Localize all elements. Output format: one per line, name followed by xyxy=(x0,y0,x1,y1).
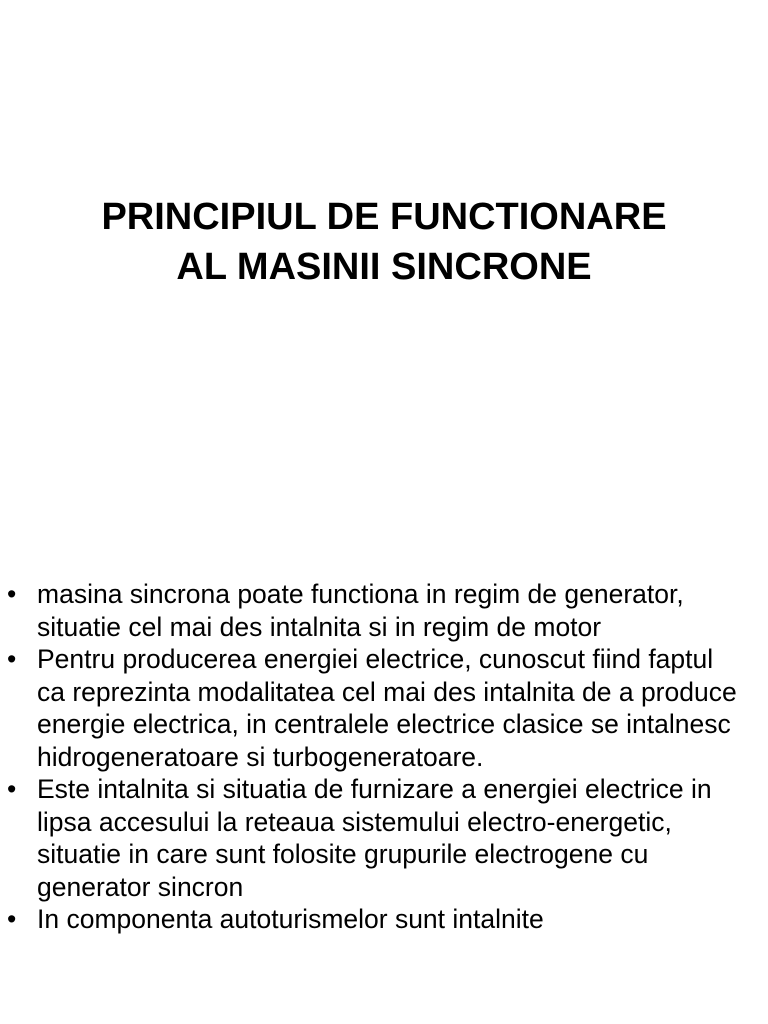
bullet-item xyxy=(0,643,768,773)
bullet-text: Este intalnita si situatia de furnizare a energiei electrice in lipsa accesului la reteaua sistemului electro-energetic, situatie in care sunt folosite grupurile electrogene cu generator sincron xyxy=(37,774,712,902)
bullet-text: masina sincrona poate functiona in regim de generator, situatie cel mai des intalnita si in regim de motor xyxy=(37,579,684,642)
bullet-dot-icon: • xyxy=(7,579,17,609)
bullet-list xyxy=(0,578,768,936)
bullet-item xyxy=(0,773,768,903)
bullet-item xyxy=(0,903,768,936)
bullet-text: Pentru producerea energiei electrice, cunoscut fiind faptul ca reprezinta modalitatea cel mai des intalnita de a produce energie electrica, in centralele electrice clasice se intalnesc hidrogeneratoare si turbogeneratoare. xyxy=(37,644,737,772)
title-line-1: PRINCIPIUL DE FUNCTIONARE xyxy=(101,196,667,238)
slide-title xyxy=(0,192,768,292)
bullet-item xyxy=(0,578,768,643)
title-line-2: AL MASINII SINCRONE xyxy=(176,246,592,288)
bullet-dot-icon: • xyxy=(7,774,17,804)
bullet-text: In componenta autoturismelor sunt intalnite xyxy=(37,904,544,934)
bullet-dot-icon: • xyxy=(7,644,17,674)
bullet-dot-icon: • xyxy=(7,904,17,934)
